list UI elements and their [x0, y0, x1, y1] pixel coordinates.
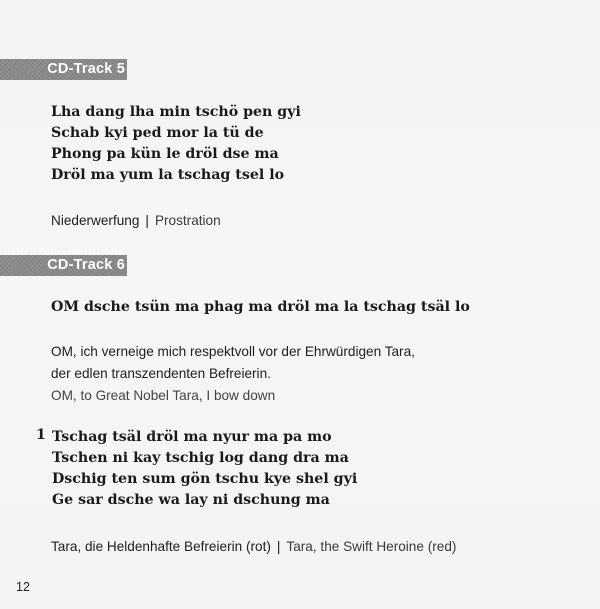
verse-line: Tschen ni kay tschig log dang dra ma: [52, 450, 349, 466]
track-6-label: CD-Track 6: [47, 257, 125, 273]
caption-english: Prostration: [154, 213, 221, 228]
caption-separator: |: [145, 213, 149, 228]
mantra-line: OM dsche tsün ma phag ma dröl ma la tschag tsäl lo: [51, 299, 470, 315]
verse-line: Lha dang lha min tschö pen gyi: [51, 104, 301, 120]
verse-line: Dschig ten sum gön tschu kye shel gyi: [52, 471, 358, 487]
verse-line: Phong pa kün le dröl dse ma: [51, 146, 279, 162]
track-5-verse: [51, 102, 301, 186]
page-number: 12: [16, 580, 30, 594]
translation-german-line: der edlen transzendenten Befreierin.: [51, 366, 271, 381]
caption-german: Tara, die Heldenhafte Befreierin (rot): [51, 539, 271, 554]
track-6-verse: [52, 427, 357, 511]
track-6-translation: [51, 341, 415, 407]
caption-english: Tara, the Swift Heroine (red): [286, 539, 457, 554]
verse-line: Dröl ma yum la tschag tsel lo: [51, 167, 285, 183]
verse-line: Ge sar dsche wa lay ni dschung ma: [52, 492, 330, 508]
track-5-header: [0, 59, 127, 80]
verse-number: 1: [36, 427, 46, 443]
track-6-caption: [51, 536, 456, 557]
track-6-header: [0, 255, 127, 276]
verse-line: Schab kyi ped mor la tü de: [51, 125, 264, 141]
caption-separator: |: [276, 539, 281, 554]
translation-german-line: OM, ich verneige mich respektvoll vor der Ehrwürdigen Tara,: [51, 344, 415, 359]
track-6-mantra: [51, 297, 470, 318]
caption-german: Niederwerfung: [51, 213, 140, 228]
translation-english: OM, to Great Nobel Tara, I bow down: [51, 388, 276, 403]
verse-line: Tschag tsäl dröl ma nyur ma pa mo: [52, 429, 332, 445]
track-5-label: CD-Track 5: [47, 61, 125, 77]
track-5-caption: [51, 210, 221, 231]
